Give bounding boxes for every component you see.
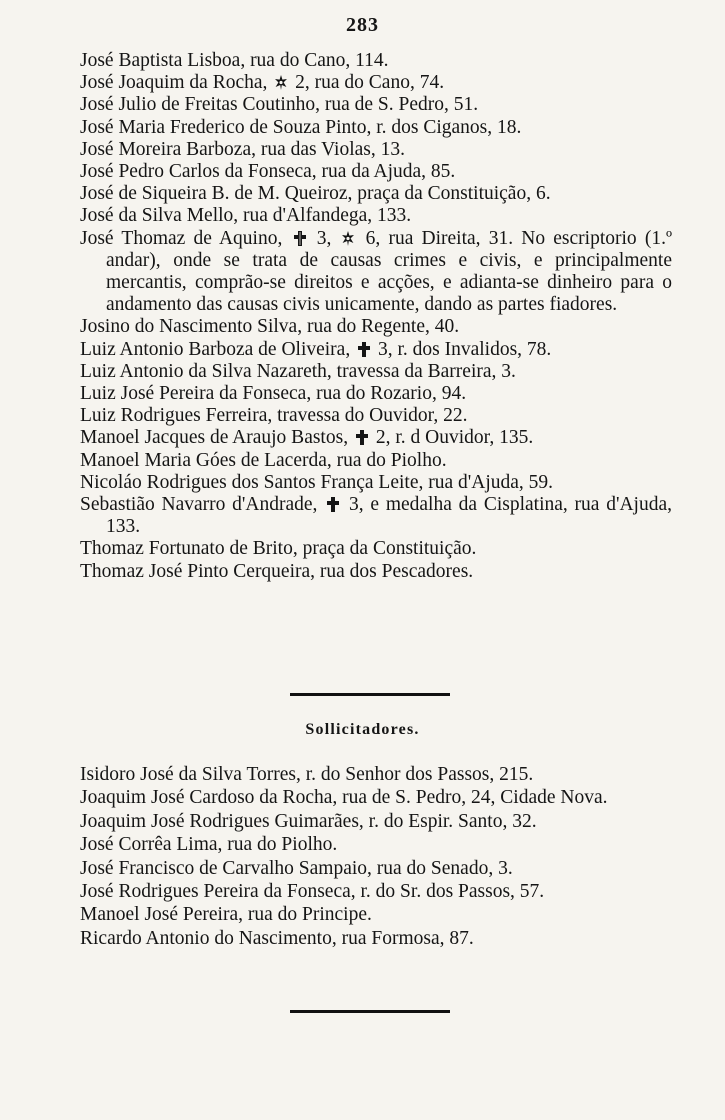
entry-text: José Francisco de Carvalho Sampaio, rua do Senado, 3.	[80, 857, 513, 879]
entry-text-after: 2, rua do Cano, 74.	[290, 72, 445, 94]
list-item	[80, 427, 672, 449]
list-item	[80, 927, 672, 950]
entry-text: Nicoláo Rodrigues dos Santos França Leite, rua d'Ajuda, 59.	[80, 471, 554, 493]
star-cross-icon	[274, 75, 288, 90]
list-item	[80, 472, 672, 494]
entry-text: Luiz Antonio da Silva Nazareth, travessa da Barreira, 3.	[80, 360, 516, 382]
entry-text: Isidoro José da Silva Torres, r. do Senhor dos Passos, 215.	[80, 764, 534, 785]
entry-text-after: 2, r. d Ouvidor, 135.	[370, 427, 534, 449]
list-item	[80, 161, 672, 183]
list-item	[80, 538, 672, 560]
list-item	[80, 903, 672, 926]
entry-text: Josino do Nascimento Silva, rua do Regente, 40.	[80, 316, 460, 338]
list-item	[80, 880, 672, 903]
list-item	[80, 763, 672, 786]
list-item	[80, 50, 672, 72]
order-cross-icon	[293, 231, 307, 246]
list-item	[80, 786, 672, 809]
star-cross-icon	[341, 231, 355, 246]
page-number: 283	[346, 14, 379, 36]
entry-text: José Corrêa Lima, rua do Piolho.	[80, 834, 338, 856]
entry-text: Sebastião Navarro d'Andrade,	[80, 494, 325, 516]
list-item	[80, 857, 672, 880]
list-item	[80, 561, 672, 583]
entry-text: Ricardo Antonio do Nascimento, rua Formosa, 87.	[80, 927, 474, 949]
list-item	[80, 117, 672, 139]
section-heading: Sollicitadores.	[305, 721, 420, 738]
order-cross-icon	[326, 497, 340, 512]
entry-text: José Rodrigues Pereira da Fonseca, r. do Sr. dos Passos, 57.	[80, 881, 545, 903]
entry-text: Thomaz José Pinto Cerqueira, rua dos Pescadores.	[80, 560, 474, 582]
list-item	[80, 228, 672, 317]
entry-text-after-2: 6, rua Direita, 31. No escriptorio (1.º andar), onde se trata de causas crimes e civis, e principalmente mercantis, comprão-se direitos e acções, e adianta-se dinheiro para o andamento das causas civis unicamente, dando as partes fiadores.	[106, 227, 672, 316]
entry-text: Joaquim José Cardoso da Rocha, rua de S. Pedro, 24, Cidade Nova.	[80, 787, 608, 809]
list-item	[80, 361, 672, 383]
list-item	[80, 316, 672, 338]
entry-text: José Joaquim da Rocha,	[80, 72, 273, 94]
entry-text: José Moreira Barboza, rua das Violas, 13.	[80, 138, 406, 160]
lawyers-list	[80, 50, 672, 583]
entry-text: José Julio de Freitas Coutinho, rua de S. Pedro, 51.	[80, 94, 479, 116]
entry-text-after: 3, r. dos Invalidos, 78.	[373, 338, 552, 360]
entry-text: José Baptista Lisboa, rua do Cano, 114.	[80, 50, 389, 71]
order-cross-icon	[357, 342, 371, 357]
list-item	[80, 405, 672, 427]
list-item	[80, 833, 672, 856]
solicitors-list	[80, 763, 672, 950]
entry-text: Luiz José Pereira da Fonseca, rua do Rozario, 94.	[80, 383, 467, 405]
list-item	[80, 339, 672, 361]
entry-text: Luiz Antonio Barboza de Oliveira,	[80, 338, 356, 360]
list-item	[80, 94, 672, 116]
entry-text: José Maria Frederico de Souza Pinto, r. dos Ciganos, 18.	[80, 116, 522, 138]
section-divider	[290, 693, 450, 696]
order-cross-icon	[355, 430, 369, 445]
list-item	[80, 205, 672, 227]
entry-text: Joaquim José Rodrigues Guimarães, r. do Espir. Santo, 32.	[80, 810, 537, 832]
entry-text: Manoel Maria Góes de Lacerda, rua do Piolho.	[80, 449, 447, 471]
list-item	[80, 810, 672, 833]
entry-text: José Thomaz de Aquino,	[80, 227, 291, 249]
entry-text: Manoel Jacques de Araujo Bastos,	[80, 427, 353, 449]
entry-text: José de Siqueira B. de M. Queiroz, praça da Constituição, 6.	[80, 183, 551, 205]
list-item	[80, 494, 672, 538]
entry-text-after: 3, e medalha da Cisplatina, rua d'Ajuda, 133.	[106, 494, 673, 538]
entry-text: Manoel José Pereira, rua do Principe.	[80, 904, 372, 926]
list-item	[80, 450, 672, 472]
list-item	[80, 183, 672, 205]
entry-text: José da Silva Mello, rua d'Alfandega, 133.	[80, 205, 412, 227]
list-item	[80, 383, 672, 405]
entry-text: Thomaz Fortunato de Brito, praça da Constituição.	[80, 538, 477, 560]
list-item	[80, 139, 672, 161]
list-item	[80, 72, 672, 94]
entry-text: José Pedro Carlos da Fonseca, rua da Ajuda, 85.	[80, 161, 456, 183]
entry-text: Luiz Rodrigues Ferreira, travessa do Ouvidor, 22.	[80, 405, 468, 427]
section-divider	[290, 1010, 450, 1013]
entry-text-after: 3,	[308, 227, 340, 249]
